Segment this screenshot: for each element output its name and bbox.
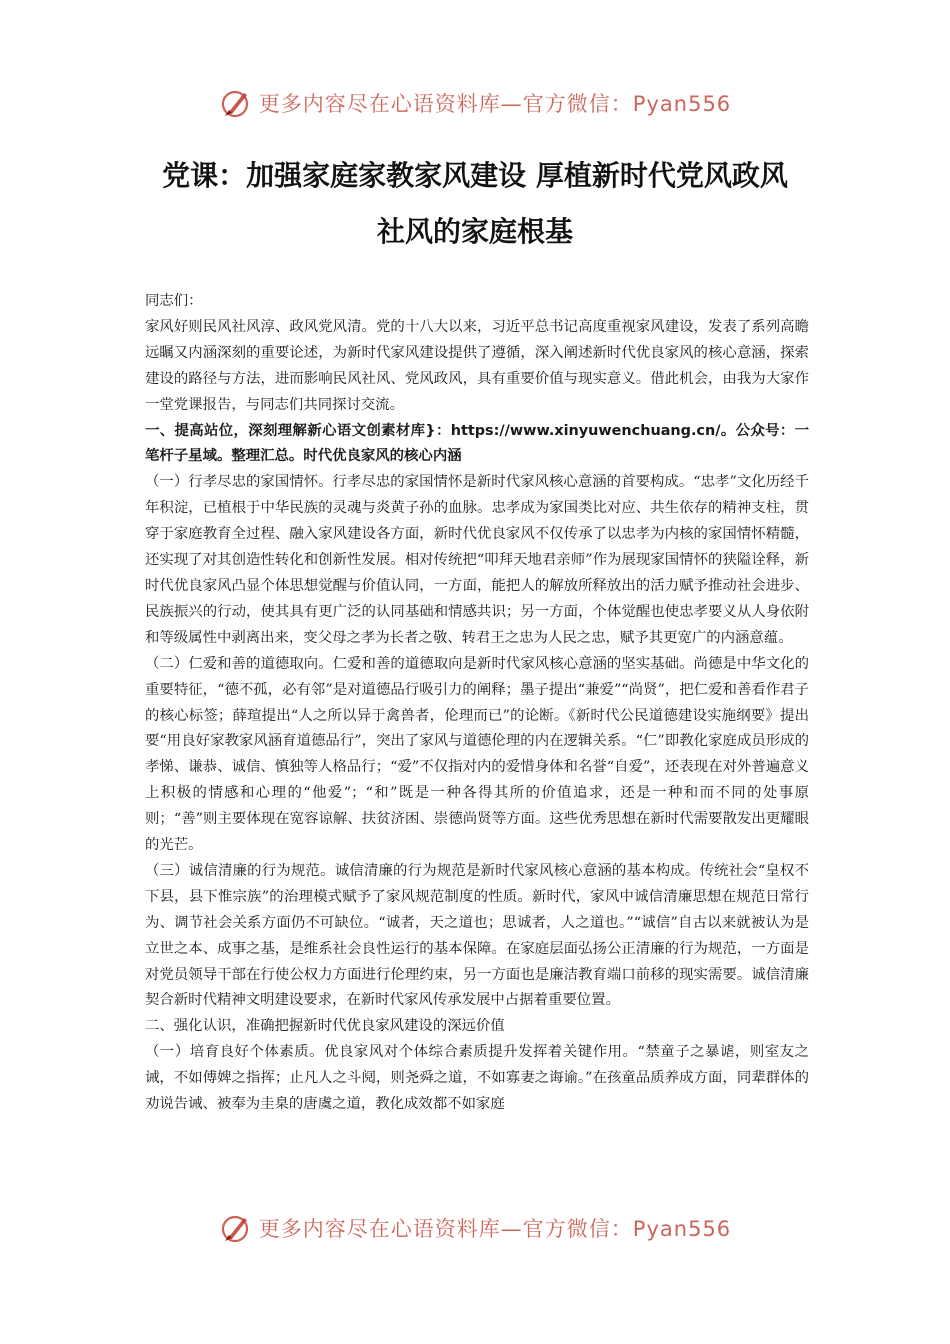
- quill-pen-logo-icon: [219, 86, 253, 120]
- banner-text: 更多内容尽在心语资料库—官方微信：Pyan556: [258, 1217, 732, 1241]
- footer-banner: [0, 1205, 950, 1251]
- page-title: [60, 148, 890, 260]
- title-line-1: 党课：加强家庭家教家风建设 厚植新时代党风政风: [162, 159, 788, 192]
- title-line-2: 社风的家庭根基: [376, 215, 573, 248]
- section-heading-2: 二、强化认识，准确把握新时代优良家风建设的深远价值: [145, 1018, 505, 1035]
- paragraph-1-3: （三）诚信清廉的行为规范。诚信清廉的行为规范是新时代家风核心意涵的基本构成。传统社会“皇权不下县，县下惟宗族”的治理模式赋予了家风规范制度的性质。新时代，家风中诚信清廉思想在规范日常行为、调节社会关系方面仍不可缺位。“诚者，天之道也；思诚者，人之道也。”“诚信”自古以来就被认为是立世之本、成事之基，是维系社会良性运行的基本保障。在家庭层面弘扬公正清廉的行为规范，一方面是对党员领导干部在行使公权力方面进行伦理约束，另一方面也是廉洁教育端口前移的现实需要。诚信清廉契合新时代精神文明建设要求，在新时代家风传承发展中占据着重要位置。: [145, 862, 809, 1009]
- quill-pen-logo-icon: [219, 1211, 253, 1245]
- header-banner: [0, 80, 950, 126]
- greeting: 同志们：: [145, 293, 203, 309]
- document-body: [145, 289, 809, 1118]
- paragraph-1-2: （二）仁爱和善的道德取向。仁爱和善的道德取向是新时代家风核心意涵的坚实基础。尚德是中华文化的重要特征，“德不孤，必有邻”是对道德品行吸引力的阐释；墨子提出“兼爱”“尚贤”，把仁爱和善看作君子的核心标签；薛瑄提出“人之所以异于禽兽者，伦理而已”的论断。《新时代公民道德建设实施纲要》提出要“用良好家教家风涵育道德品行”，突出了家风与道德伦理的内在逻辑关系。“仁”即教化家庭成员形成的孝悌、谦恭、诚信、慎独等人格品行；“爱”不仅指对内的爱惜身体和名誉“自爱”，还表现在对外普遍意义上积极的情感和心理的“他爱”；“和”既是一种各得其所的价值追求，还是一种和而不同的处事原则；“善”则主要体现在宽容谅解、扶贫济困、崇德尚贤等方面。这些优秀思想在新时代需要散发出更耀眼的光芒。: [145, 655, 809, 854]
- paragraph-1-1: （一）行孝尽忠的家国情怀。行孝尽忠的家国情怀是新时代家风核心意涵的首要构成。“忠孝”文化历经千年积淀，已植根于中华民族的灵魂与炎黄子孙的血脉。忠孝成为家国类比对应、共生依存的精神支柱，贯穿于家庭教育全过程、融入家风建设各方面，新时代优良家风不仅传承了以忠孝为内核的家国情怀精髓，还实现了对其创造性转化和创新性发展。相对传统把“叩拜天地君亲师”作为展现家国情怀的狭隘诠释，新时代优良家风凸显个体思想觉醒与价值认同，一方面，能把人的解放所释放出的活力赋予推动社会进步、民族振兴的行动，使其具有更广泛的认同基础和情感共识；另一方面，个体觉醒也使忠孝要义从人身依附和等级属性中剥离出来，变父母之孝为长者之敬、转君王之忠为人民之忠，赋予其更宽广的内涵意蕴。: [145, 474, 809, 646]
- banner-text: 更多内容尽在心语资料库—官方微信：Pyan556: [258, 92, 732, 116]
- paragraph-intro: 家风好则民风社风淳、政风党风清。党的十八大以来，习近平总书记高度重视家风建设，发表了系列高瞻远瞩又内涵深刻的重要论述，为新时代家风建设提供了遵循，深入阐述新时代优良家风的核心意涵，探索建设的路径与方法，进而影响民风社风、党风政风，具有重要价值与现实意义。借此机会，由我为大家作一堂党课报告，与同志们共同探讨交流。: [145, 318, 809, 413]
- section-heading-1: 一、提高站位，深刻理解新心语文创素材库}：https://www.xinyuwenchuang.cn/。公众号：一笔杆子星域。整理汇总。时代优良家风的核心内涵: [145, 422, 809, 465]
- paragraph-2-1: （一）培育良好个体素质。优良家风对个体综合素质提升发挥着关键作用。“禁童子之暴谑，则室友之诫，不如傅婢之指挥；止凡人之斗阋，则尧舜之道，不如寡妻之诲谕。”在孩童品质养成方面，同辈群体的劝说告诫、被奉为圭臬的唐虞之道，教化成效都不如家庭: [145, 1044, 809, 1113]
